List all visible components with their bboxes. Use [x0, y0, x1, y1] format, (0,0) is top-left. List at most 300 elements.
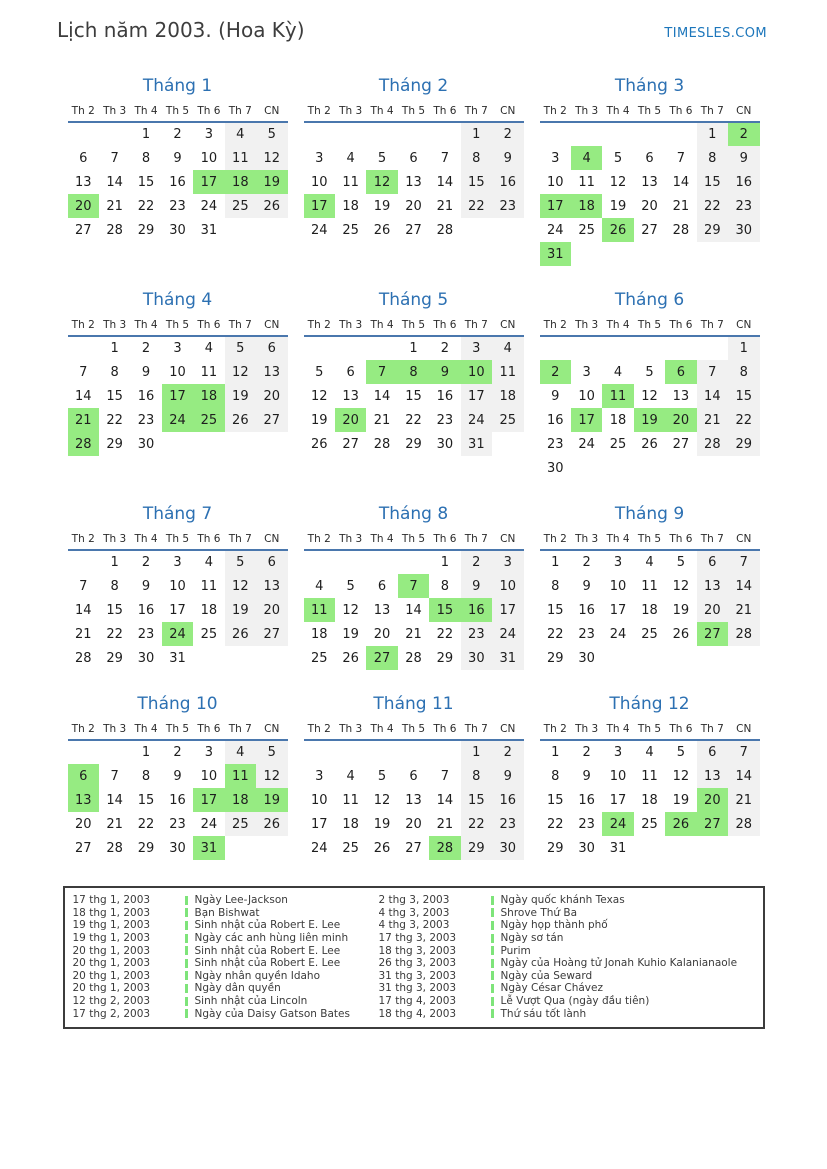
- day-cell: 5: [346, 578, 355, 594]
- day-cell: 28: [728, 622, 759, 646]
- holiday-date: 31 thg 3, 2003: [378, 969, 457, 982]
- day-cell: 30: [578, 840, 595, 856]
- day-cell: 14: [405, 602, 422, 618]
- day-cell: 17: [540, 194, 571, 218]
- day-cell: 13: [405, 792, 422, 808]
- day-cell: 12: [641, 388, 658, 404]
- weekday-header: CN: [492, 316, 523, 336]
- day-cell: 14: [672, 174, 690, 190]
- day-cell: 28: [106, 222, 123, 238]
- day-cell: 10: [461, 360, 492, 384]
- day-cell: 10: [169, 364, 186, 380]
- day-cell: 19: [672, 602, 690, 618]
- day-cell: 1: [110, 555, 119, 570]
- day-cell: 13: [641, 174, 658, 190]
- day-cell: 12: [256, 764, 287, 788]
- day-cell: 19: [342, 626, 359, 642]
- day-cell: 23: [578, 816, 595, 832]
- day-cell: [492, 432, 523, 456]
- day-cell: 12: [672, 768, 690, 784]
- holiday-entry: [73, 970, 379, 983]
- day-cell: 11: [200, 578, 218, 594]
- holiday-marker-bar: [185, 997, 188, 1006]
- weekday-header: Th 3: [571, 720, 602, 740]
- day-cell: 9: [582, 578, 591, 594]
- day-cell: [68, 550, 99, 574]
- day-cell: 8: [697, 146, 728, 170]
- day-cell: 18: [641, 602, 658, 618]
- day-cell: 13: [256, 574, 287, 598]
- day-cell: 11: [225, 146, 256, 170]
- weekday-header: Th 3: [335, 316, 366, 336]
- day-cell: [634, 456, 665, 480]
- day-cell: [571, 456, 602, 480]
- day-cell: 13: [697, 764, 728, 788]
- day-cell: 8: [110, 578, 119, 594]
- day-cell: 10: [492, 574, 523, 598]
- day-cell: 15: [728, 384, 759, 408]
- month-title: Tháng 4: [142, 290, 213, 310]
- holiday-marker-bar: [185, 934, 188, 943]
- day-cell: 17: [193, 788, 224, 812]
- day-cell: 9: [173, 768, 182, 784]
- weekday-header: Th 7: [225, 316, 256, 336]
- day-cell: 28: [429, 836, 460, 860]
- day-cell: 27: [672, 436, 690, 452]
- day-cell: 24: [162, 622, 193, 646]
- day-cell: 9: [461, 574, 492, 598]
- month-table: [304, 530, 524, 670]
- day-cell: 9: [429, 360, 460, 384]
- weekday-header: Th 4: [602, 102, 633, 122]
- holiday-name: Lễ Vượt Qua (ngày đầu tiên): [500, 995, 650, 1008]
- day-cell: [304, 550, 335, 574]
- weekday-header: Th 7: [461, 102, 492, 122]
- weekday-header: Th 5: [398, 530, 429, 550]
- day-cell: 7: [110, 768, 119, 784]
- day-cell: [665, 646, 696, 670]
- holiday-entry: [379, 907, 755, 920]
- day-cell: 18: [609, 412, 627, 428]
- holiday-marker-bar: [491, 1009, 494, 1018]
- holiday-marker-bar: [491, 921, 494, 930]
- day-cell: 27: [366, 646, 397, 670]
- holiday-name: Ngày dân quyền: [194, 982, 281, 995]
- holiday-entry: [73, 957, 379, 970]
- day-cell: [304, 336, 335, 360]
- holiday-name: Ngày của Seward: [500, 969, 593, 982]
- holiday-entry: [73, 1007, 379, 1020]
- day-cell: 13: [256, 360, 287, 384]
- weekday-header: Th 2: [540, 720, 571, 740]
- day-cell: 30: [578, 650, 595, 666]
- day-cell: 7: [676, 150, 686, 166]
- day-cell: 8: [461, 146, 492, 170]
- day-cell: [366, 122, 397, 146]
- weekday-header: Th 7: [697, 530, 728, 550]
- day-cell: 2: [540, 360, 571, 384]
- weekday-header: CN: [256, 720, 287, 740]
- weekday-header: Th 2: [304, 316, 335, 336]
- month-2: [304, 76, 524, 242]
- month-table: [68, 316, 288, 456]
- weekday-header: Th 6: [193, 102, 224, 122]
- day-cell: 30: [137, 436, 155, 452]
- day-cell: 4: [204, 555, 214, 570]
- month-title: Tháng 5: [378, 290, 449, 310]
- day-cell: 3: [613, 555, 623, 570]
- holiday-entry: [73, 932, 379, 945]
- day-cell: 21: [697, 408, 728, 432]
- holiday-name: Ngày họp thành phố: [500, 919, 608, 932]
- day-cell: [225, 218, 256, 242]
- holiday-date: 31 thg 3, 2003: [378, 982, 457, 995]
- month-table: [540, 102, 760, 266]
- day-cell: 15: [106, 388, 123, 404]
- day-cell: 16: [461, 598, 492, 622]
- holiday-name: Sinh nhật của Robert E. Lee: [194, 957, 341, 970]
- day-cell: 9: [582, 768, 591, 784]
- holiday-marker-bar: [491, 971, 494, 980]
- day-cell: [697, 836, 728, 860]
- holiday-date: 17 thg 2, 2003: [72, 1007, 151, 1020]
- day-cell: 11: [342, 174, 359, 190]
- day-cell: [665, 122, 696, 146]
- day-cell: 22: [546, 626, 564, 642]
- day-cell: [728, 456, 759, 480]
- day-cell: 20: [68, 194, 99, 218]
- day-cell: 2: [173, 745, 182, 760]
- holiday-entry: [73, 944, 379, 957]
- day-cell: 22: [137, 198, 155, 214]
- day-cell: 5: [377, 768, 387, 784]
- weekday-header: Th 4: [366, 720, 397, 740]
- month-title: Tháng 10: [137, 694, 218, 714]
- month-12: [540, 694, 760, 860]
- day-cell: 23: [461, 622, 492, 646]
- weekday-header: Th 6: [193, 720, 224, 740]
- day-cell: [256, 218, 287, 242]
- day-cell: 15: [546, 602, 564, 618]
- day-cell: 27: [405, 840, 422, 856]
- day-cell: 8: [398, 360, 429, 384]
- day-cell: 23: [436, 412, 454, 428]
- holiday-legend-box: [63, 886, 765, 1029]
- day-cell: 21: [373, 412, 391, 428]
- weekday-header: Th 7: [697, 316, 728, 336]
- site-link[interactable]: TIMESLES.COM: [664, 26, 767, 41]
- weekday-header: Th 4: [366, 530, 397, 550]
- day-cell: 25: [225, 194, 256, 218]
- weekday-header: Th 4: [602, 530, 633, 550]
- day-cell: 6: [645, 150, 654, 166]
- day-cell: 25: [342, 840, 359, 856]
- day-cell: 24: [310, 840, 328, 856]
- weekday-header: Th 4: [130, 530, 161, 550]
- day-cell: 20: [373, 626, 391, 642]
- day-cell: 6: [697, 550, 728, 574]
- day-cell: 21: [74, 626, 92, 642]
- day-cell: 25: [641, 816, 658, 832]
- day-cell: 24: [492, 622, 523, 646]
- day-cell: 23: [492, 194, 523, 218]
- day-cell: [461, 218, 492, 242]
- day-cell: 26: [256, 194, 287, 218]
- day-cell: 18: [310, 626, 328, 642]
- holiday-marker-bar: [491, 959, 494, 968]
- day-cell: 30: [461, 646, 492, 670]
- holiday-column-2: [379, 894, 755, 1020]
- weekday-header: Th 2: [304, 102, 335, 122]
- day-cell: 10: [609, 578, 627, 594]
- day-cell: 3: [582, 364, 591, 380]
- day-cell: 6: [346, 364, 355, 380]
- day-cell: 22: [728, 408, 759, 432]
- day-cell: 28: [373, 436, 391, 452]
- day-cell: [728, 836, 759, 860]
- day-cell: 22: [106, 412, 123, 428]
- day-cell: 12: [225, 574, 256, 598]
- day-cell: 21: [672, 198, 690, 214]
- day-cell: 29: [436, 650, 454, 666]
- holiday-date: 26 thg 3, 2003: [378, 957, 457, 970]
- day-cell: 11: [578, 174, 595, 190]
- weekday-header: Th 6: [193, 316, 224, 336]
- day-cell: 3: [315, 150, 324, 166]
- day-cell: 29: [461, 836, 492, 860]
- day-cell: 2: [141, 341, 151, 356]
- day-cell: 25: [609, 436, 627, 452]
- day-cell: 19: [373, 198, 391, 214]
- holiday-name: Ngày các anh hùng liên minh: [194, 932, 349, 945]
- month-table: [540, 316, 760, 480]
- holiday-date: 12 thg 2, 2003: [72, 995, 151, 1008]
- weekday-header: Th 6: [429, 530, 460, 550]
- weekday-header: Th 5: [634, 720, 665, 740]
- day-cell: 1: [110, 341, 119, 356]
- day-cell: 20: [256, 598, 287, 622]
- day-cell: 6: [377, 578, 387, 594]
- weekday-header: Th 3: [335, 102, 366, 122]
- day-cell: 22: [461, 812, 492, 836]
- day-cell: 5: [256, 122, 287, 146]
- day-cell: 5: [256, 740, 287, 764]
- day-cell: 19: [225, 384, 256, 408]
- day-cell: 17: [304, 194, 335, 218]
- day-cell: 2: [141, 555, 151, 570]
- weekday-header: CN: [728, 720, 759, 740]
- weekday-header: Th 4: [602, 316, 633, 336]
- day-cell: 30: [169, 222, 186, 238]
- holiday-date: 2 thg 3, 2003: [378, 894, 450, 907]
- holiday-marker-bar: [185, 984, 188, 993]
- holiday-date: 17 thg 3, 2003: [378, 932, 457, 945]
- day-cell: [256, 836, 287, 860]
- day-cell: 20: [697, 788, 728, 812]
- day-cell: 9: [141, 364, 151, 380]
- day-cell: [728, 242, 759, 266]
- day-cell: 16: [546, 412, 564, 428]
- day-cell: 13: [697, 574, 728, 598]
- day-cell: 23: [137, 626, 155, 642]
- day-cell: 9: [492, 146, 523, 170]
- weekday-header: Th 7: [225, 102, 256, 122]
- day-cell: 5: [377, 150, 387, 166]
- weekday-header: Th 5: [398, 720, 429, 740]
- holiday-entry: [379, 970, 755, 983]
- day-cell: [68, 336, 99, 360]
- weekday-header: Th 2: [68, 316, 99, 336]
- day-cell: 4: [492, 336, 523, 360]
- day-cell: 14: [74, 388, 92, 404]
- day-cell: 23: [169, 816, 186, 832]
- day-cell: 24: [602, 812, 633, 836]
- day-cell: 5: [225, 550, 256, 574]
- day-cell: 26: [672, 626, 690, 642]
- day-cell: 8: [728, 360, 759, 384]
- day-cell: [335, 122, 366, 146]
- day-cell: 31: [169, 650, 186, 666]
- holiday-marker-bar: [185, 1009, 188, 1018]
- month-title: Tháng 9: [614, 504, 685, 524]
- day-cell: 18: [225, 788, 256, 812]
- day-cell: [571, 122, 602, 146]
- day-cell: [665, 336, 696, 360]
- day-cell: 7: [366, 360, 397, 384]
- day-cell: [634, 836, 665, 860]
- month-6: [540, 290, 760, 480]
- day-cell: [602, 456, 633, 480]
- day-cell: 1: [409, 341, 418, 356]
- weekday-header: Th 7: [697, 102, 728, 122]
- day-cell: 26: [310, 436, 328, 452]
- day-cell: 7: [440, 768, 450, 784]
- weekday-header: Th 2: [68, 530, 99, 550]
- day-cell: 4: [225, 740, 256, 764]
- holiday-entry: [379, 932, 755, 945]
- day-cell: 20: [74, 816, 92, 832]
- day-cell: 4: [613, 364, 623, 380]
- day-cell: 29: [405, 436, 422, 452]
- day-cell: 31: [609, 840, 627, 856]
- day-cell: 10: [578, 388, 595, 404]
- day-cell: 29: [106, 436, 123, 452]
- weekday-header: CN: [728, 316, 759, 336]
- weekday-header: Th 4: [130, 316, 161, 336]
- day-cell: 31: [193, 836, 224, 860]
- day-cell: 18: [200, 602, 218, 618]
- day-cell: 8: [110, 364, 119, 380]
- day-cell: 27: [405, 222, 422, 238]
- day-cell: 28: [106, 840, 123, 856]
- month-5: [304, 290, 524, 456]
- month-1: [68, 76, 288, 242]
- day-cell: 22: [106, 626, 123, 642]
- day-cell: [193, 646, 224, 670]
- holiday-date: 20 thg 1, 2003: [72, 969, 151, 982]
- day-cell: [99, 122, 130, 146]
- day-cell: 10: [310, 174, 328, 190]
- weekday-header: Th 5: [162, 316, 193, 336]
- day-cell: 31: [200, 222, 218, 238]
- holiday-date: 19 thg 1, 2003: [72, 932, 151, 945]
- day-cell: [571, 336, 602, 360]
- day-cell: 27: [74, 222, 92, 238]
- month-3: [540, 76, 760, 266]
- weekday-header: Th 5: [398, 316, 429, 336]
- day-cell: 16: [169, 174, 186, 190]
- day-cell: 26: [641, 436, 658, 452]
- day-cell: 27: [641, 222, 658, 238]
- day-cell: 3: [461, 336, 492, 360]
- holiday-marker-bar: [491, 946, 494, 955]
- day-cell: 23: [578, 626, 595, 642]
- day-cell: [225, 432, 256, 456]
- day-cell: 17: [609, 792, 627, 808]
- day-cell: [571, 242, 602, 266]
- day-cell: [256, 646, 287, 670]
- day-cell: 27: [697, 812, 728, 836]
- month-title: Tháng 11: [373, 694, 454, 714]
- holiday-name: Ngày César Chávez: [500, 982, 603, 995]
- day-cell: 19: [225, 598, 256, 622]
- day-cell: [225, 836, 256, 860]
- month-title: Tháng 3: [614, 76, 685, 96]
- day-cell: 6: [79, 150, 88, 166]
- day-cell: 1: [551, 555, 560, 570]
- day-cell: 14: [697, 384, 728, 408]
- day-cell: 28: [74, 650, 92, 666]
- weekday-header: Th 6: [429, 720, 460, 740]
- day-cell: 30: [492, 836, 523, 860]
- day-cell: 11: [225, 764, 256, 788]
- day-cell: 21: [728, 788, 759, 812]
- day-cell: 16: [728, 170, 759, 194]
- day-cell: 8: [141, 768, 151, 784]
- day-cell: 13: [342, 388, 359, 404]
- day-cell: 16: [137, 388, 155, 404]
- day-cell: [335, 740, 366, 764]
- weekday-header: CN: [492, 102, 523, 122]
- day-cell: 19: [256, 788, 287, 812]
- day-cell: 5: [676, 555, 686, 570]
- day-cell: 4: [225, 122, 256, 146]
- day-cell: 28: [405, 650, 422, 666]
- day-cell: 17: [492, 598, 523, 622]
- day-cell: 11: [641, 578, 658, 594]
- month-table: [540, 530, 760, 670]
- day-cell: 16: [436, 388, 454, 404]
- day-cell: 22: [697, 194, 728, 218]
- day-cell: 9: [551, 388, 560, 404]
- day-cell: 11: [200, 364, 218, 380]
- day-cell: 25: [225, 812, 256, 836]
- day-cell: 29: [106, 650, 123, 666]
- day-cell: 21: [106, 198, 123, 214]
- day-cell: 3: [315, 768, 324, 784]
- month-title: Tháng 2: [378, 76, 449, 96]
- month-table: [540, 720, 760, 860]
- day-cell: 14: [373, 388, 391, 404]
- holiday-date: 17 thg 1, 2003: [72, 894, 151, 907]
- day-cell: 3: [173, 341, 182, 356]
- month-9: [540, 504, 760, 670]
- day-cell: [68, 740, 99, 764]
- day-cell: 5: [225, 336, 256, 360]
- weekday-header: Th 5: [162, 720, 193, 740]
- day-cell: 27: [697, 622, 728, 646]
- day-cell: 23: [492, 812, 523, 836]
